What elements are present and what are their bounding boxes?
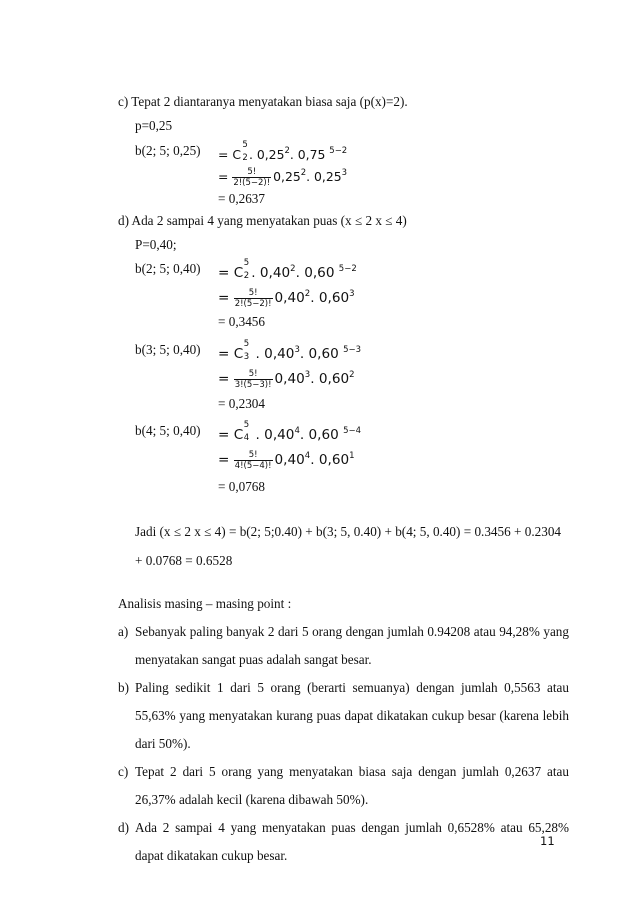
fraction: $\frac{5!}{4!(5-4)!}$ xyxy=(234,449,272,471)
d-row-1-label: b(2; 5; 0,40) xyxy=(135,261,201,276)
d-row-3-label: b(4; 5; 0,40) xyxy=(135,423,201,438)
combination-symbol: C 5 2 xyxy=(232,140,248,163)
c-formula-combination: = C 5 2 . 0,25$^2$. 0,75 $^{5-2}$ xyxy=(218,140,348,163)
analysis-item-c-line-2: 26,37% adalah kecil (karena dibawah 50%). xyxy=(135,792,369,807)
analysis-item-d-line-2: dapat dikatakan cukup besar. xyxy=(135,848,288,863)
d-row-2-result: = 0,2304 xyxy=(218,396,265,411)
d-p-value: P=0,40; xyxy=(135,237,177,252)
analysis-item-b-line-3: dari 50%). xyxy=(135,736,191,751)
d-row-3-result: = 0,0768 xyxy=(218,479,265,494)
c-result: = 0,2637 xyxy=(218,191,265,206)
d-row-1-result: = 0,3456 xyxy=(218,314,265,329)
d-row-2-label: b(3; 5; 0,40) xyxy=(135,342,201,357)
conclusion-line-2: + 0.0768 = 0.6528 xyxy=(135,553,233,568)
combination-symbol: C 5 2 xyxy=(233,258,250,281)
analysis-item-a-line-1: Sebanyak paling banyak 2 dari 5 orang dengan jumlah 0.94208 atau 94,28% yang xyxy=(135,624,569,639)
analysis-item-c-line-1: Tepat 2 dari 5 orang yang menyatakan biasa saja dengan jumlah 0,2637 atau xyxy=(135,764,569,779)
combination-symbol: C 5 3 xyxy=(233,339,250,362)
d-row-1-combination: = C 5 2 . 0,40$^2$. 0,60 $^{5-2}$ xyxy=(218,258,357,281)
fraction: $\frac{5!}{2!(5-2)!}$ xyxy=(233,167,271,188)
d-row-1-fraction: = $\frac{5!}{2!(5-2)!}$ 0,40$^2$. 0,60$^3$ xyxy=(218,287,355,309)
conclusion-line-1: Jadi (x ≤ 2 x ≤ 4) = b(2; 5;0.40) + b(3; 5, 0.40) + b(4; 5, 0.40) = 0.3456 + 0.2304 xyxy=(135,524,562,539)
analysis-item-c-marker: c) xyxy=(118,764,129,779)
analysis-item-d-marker: d) xyxy=(118,820,129,835)
analysis-item-d-line-1: Ada 2 sampai 4 yang menyatakan puas dengan jumlah 0,6528% atau 65,28% xyxy=(135,820,569,835)
d-row-2-fraction: = $\frac{5!}{3!(5-3)!}$ 0,40$^3$. 0,60$^2$ xyxy=(218,368,355,390)
c-formula-label: b(2; 5; 0,25) xyxy=(135,143,201,158)
analysis-item-a-line-2: menyatakan sangat puas adalah sangat besar. xyxy=(135,652,372,667)
section-d-heading: d) Ada 2 sampai 4 yang menyatakan puas (x ≤ 2 x ≤ 4) xyxy=(118,213,407,228)
analysis-item-b-line-2: 55,63% yang menyatakan kurang puas dapat dikatakan cukup besar (karena lebih xyxy=(135,708,569,723)
c-p-value: p=0,25 xyxy=(135,118,173,133)
combination-symbol: C 5 4 xyxy=(233,420,250,443)
d-row-3-fraction: = $\frac{5!}{4!(5-4)!}$ 0,40$^4$. 0,60$^1$ xyxy=(218,449,355,471)
d-row-2-combination: = C 5 3 . 0,40$^3$. 0,60 $^{5-3}$ xyxy=(218,339,362,362)
analysis-item-b-line-1: Paling sedikit 1 dari 5 orang (berarti semuanya) dengan jumlah 0,5563 atau xyxy=(135,680,569,695)
analysis-item-a-marker: a) xyxy=(118,624,129,639)
fraction: $\frac{5!}{2!(5-2)!}$ xyxy=(234,287,272,309)
section-c-heading: c) Tepat 2 diantaranya menyatakan biasa saja (p(x)=2). xyxy=(118,94,408,109)
page-number: 11 xyxy=(540,834,555,848)
analysis-item-b-marker: b) xyxy=(118,680,129,695)
fraction: $\frac{5!}{3!(5-3)!}$ xyxy=(234,368,272,390)
analysis-title: Analisis masing – masing point : xyxy=(118,596,292,611)
c-formula-fraction: = $\frac{5!}{2!(5-2)!}$ 0,25$^2$. 0,25$^3$ xyxy=(218,167,348,188)
d-row-3-combination: = C 5 4 . 0,40$^4$. 0,60 $^{5-4}$ xyxy=(218,420,362,443)
